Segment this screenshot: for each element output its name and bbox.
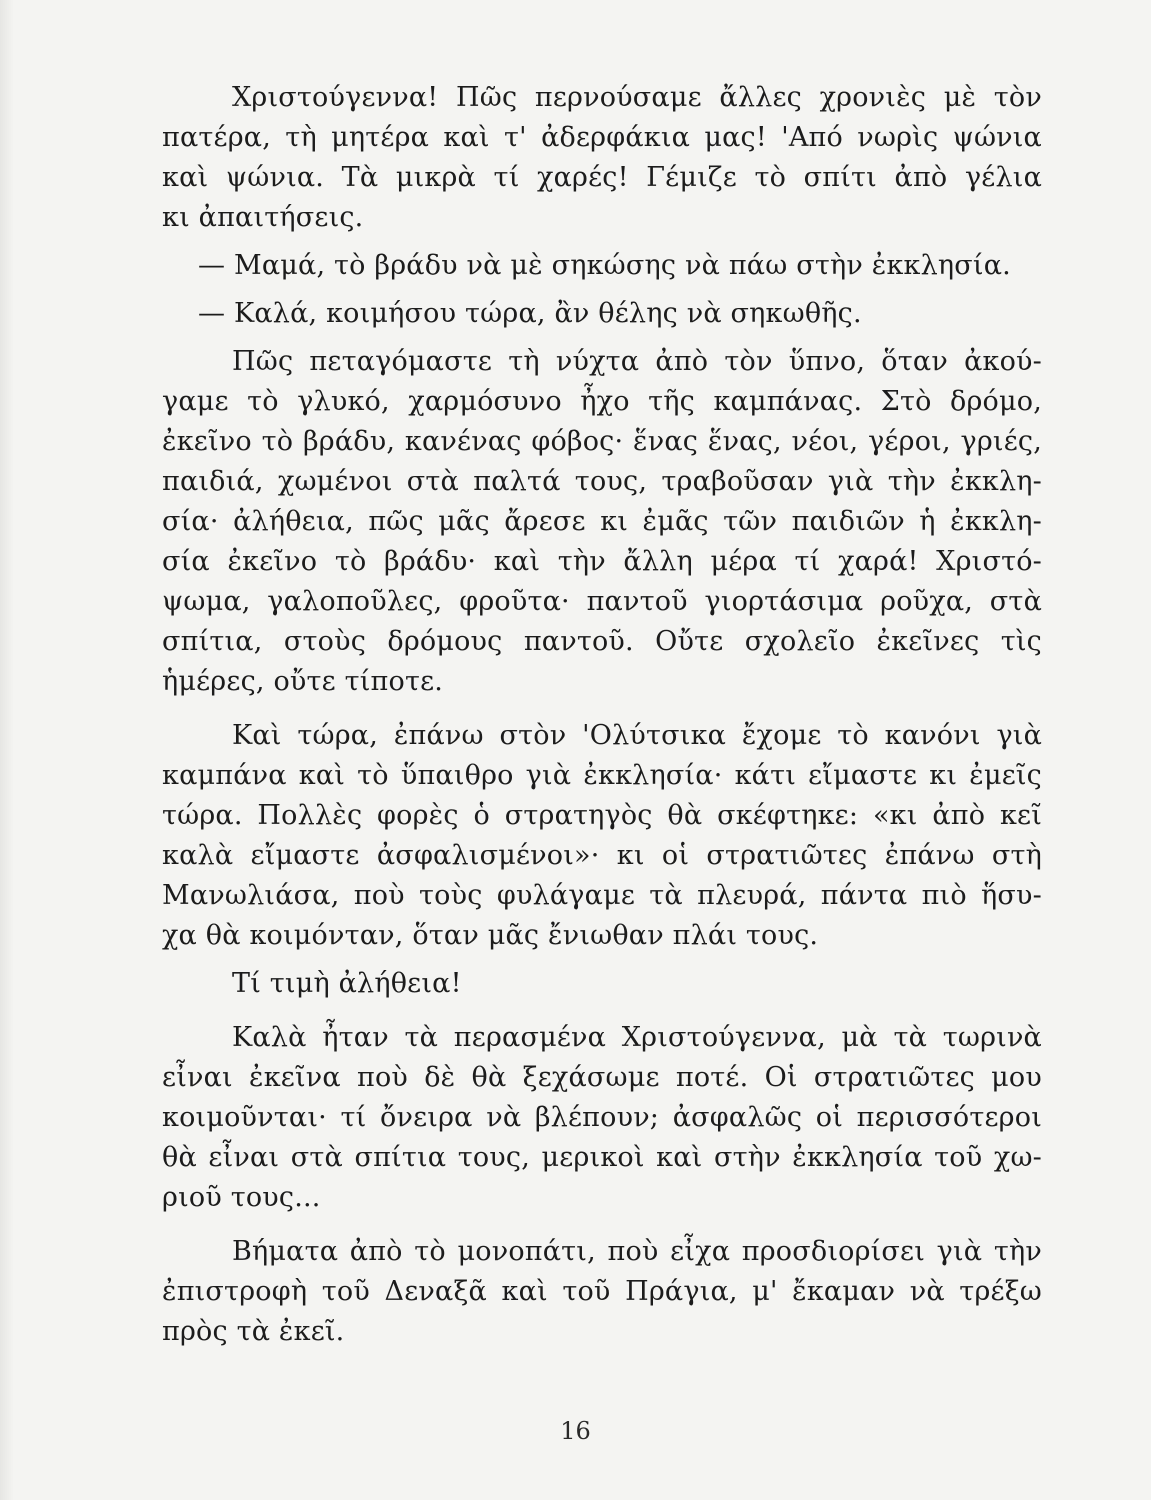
text-line: ἐκεῖνο τὸ βράδυ, κανένας φόβος· ἕνας ἕνας, νέοι, γέροι, γριές, <box>162 426 1042 457</box>
text-line: — Μαμά, τὸ βράδυ νὰ μὲ σηκώσης νὰ πάω στὴν ἐκκλησία. <box>198 250 1011 281</box>
text-line: πρὸς τὰ ἐκεῖ. <box>162 1316 345 1347</box>
dialogue-mother-request <box>162 246 1042 286</box>
text-line: σπίτια, στοὺς δρόμους παντοῦ. Οὔτε σχολεῖο ἐκεῖνες τὶς <box>162 626 1042 657</box>
paragraph-olytsika <box>162 716 1042 956</box>
text-line: θὰ εἶναι στὰ σπίτια τους, μερικοὶ καὶ στὴν ἐκκλησία τοῦ χω- <box>162 1142 1042 1173</box>
page-body <box>162 78 1042 1352</box>
text-line: — Καλά, κοιμήσου τώρα, ἂν θέλης νὰ σηκωθῆς. <box>198 298 862 329</box>
paragraph-honor <box>162 964 1042 1004</box>
text-line: καλὰ εἴμαστε ἀσφαλισμένοι»· κι οἱ στρατιῶτες ἐπάνω στὴ <box>162 840 1042 871</box>
text-line: καὶ ψώνια. Τὰ μικρὰ τί χαρές! Γέμιζε τὸ σπίτι ἀπὸ γέλια <box>162 162 1042 193</box>
text-line: πατέρα, τὴ μητέρα καὶ τ' ἀδερφάκια μας! 'Από νωρὶς ψώνια <box>162 122 1042 153</box>
text-line: ψωμα, γαλοποῦλες, φροῦτα· παντοῦ γιορτάσιμα ροῦχα, στὰ <box>162 586 1042 617</box>
text-line: Καὶ τώρα, ἐπάνω στὸν 'Ολύτσικα ἔχομε τὸ κανόνι γιὰ <box>232 720 1042 751</box>
text-line: Τί τιμὴ ἀλήθεια! <box>232 968 462 999</box>
text-line: κοιμοῦνται· τί ὄνειρα νὰ βλέπουν; ἀσφαλῶς οἱ περισσότεροι <box>162 1102 1042 1133</box>
text-line: ἡμέρες, οὔτε τίποτε. <box>162 666 444 697</box>
paragraph-footsteps <box>162 1232 1042 1352</box>
paragraph-past-christmas <box>162 1018 1042 1218</box>
text-line: σία· ἀλήθεια, πῶς μᾶς ἄρεσε κι ἐμᾶς τῶν παιδιῶν ἡ ἐκκλη- <box>162 506 1042 537</box>
text-line: Βήματα ἀπὸ τὸ μονοπάτι, ποὺ εἶχα προσδιορίσει γιὰ τὴν <box>232 1236 1042 1267</box>
dialogue-mother-reply <box>162 294 1042 334</box>
text-line: τώρα. Πολλὲς φορὲς ὁ στρατηγὸς θὰ σκέφτηκε: «κι ἀπὸ κεῖ <box>162 800 1042 831</box>
text-line: Χριστούγεννα! Πῶς περνούσαμε ἄλλες χρονιὲς μὲ τὸν <box>232 82 1042 113</box>
text-line: παιδιά, χωμένοι στὰ παλτά τους, τραβοῦσαν γιὰ τὴν ἐκκλη- <box>162 466 1042 497</box>
text-line: χα θὰ κοιμόνταν, ὅταν μᾶς ἔνιωθαν πλάι τους. <box>162 920 819 951</box>
text-line: ριοῦ τους... <box>162 1182 321 1213</box>
text-line: Καλὰ ἦταν τὰ περασμένα Χριστούγεννα, μὰ τὰ τωρινὰ <box>232 1022 1042 1053</box>
text-line: ἐπιστροφὴ τοῦ Δεναξᾶ καὶ τοῦ Πράγια, μ' ἔκαμαν νὰ τρέξω <box>162 1276 1042 1307</box>
paragraph-church-night <box>162 342 1042 702</box>
text-line: σία ἐκεῖνο τὸ βράδυ· καὶ τὴν ἄλλη μέρα τί χαρά! Χριστό- <box>162 546 1042 577</box>
text-line: κι ἀπαιτήσεις. <box>162 202 364 233</box>
text-line: γαμε τὸ γλυκό, χαρμόσυνο ἦχο τῆς καμπάνας. Στὸ δρόμο, <box>162 386 1042 417</box>
page-edge-shadow <box>0 0 14 1500</box>
page-number: 16 <box>560 1417 591 1445</box>
paragraph-christmas-memories <box>162 78 1042 238</box>
text-line: εἶναι ἐκεῖνα ποὺ δὲ θὰ ξεχάσωμε ποτέ. Οἱ στρατιῶτες μου <box>162 1062 1042 1093</box>
text-line: Μανωλιάσα, ποὺ τοὺς φυλάγαμε τὰ πλευρά, πάντα πιὸ ἥσυ- <box>162 880 1042 911</box>
text-line: Πῶς πεταγόμαστε τὴ νύχτα ἀπὸ τὸν ὕπνο, ὅταν ἀκού- <box>232 346 1042 377</box>
text-line: καμπάνα καὶ τὸ ὕπαιθρο γιὰ ἐκκλησία· κάτι εἴμαστε κι ἐμεῖς <box>162 760 1042 791</box>
